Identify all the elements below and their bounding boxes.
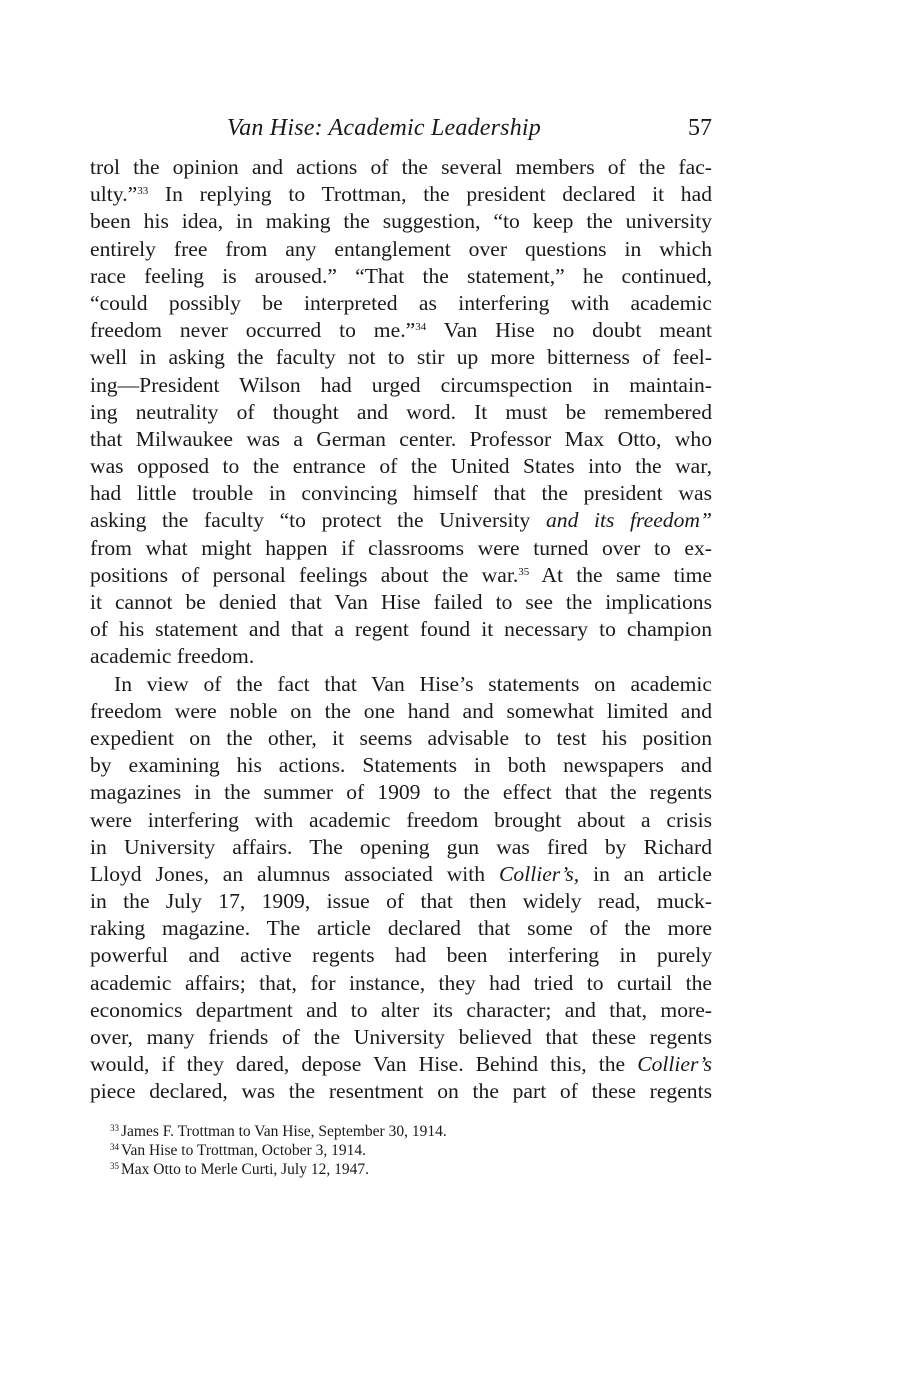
paragraph-2 bbox=[90, 671, 712, 1106]
footnote-34 bbox=[110, 1141, 610, 1160]
text-line: of his statement and that a regent found it necessary to champion bbox=[90, 617, 712, 642]
italic-phrase: Collier’s, bbox=[499, 861, 580, 886]
footnote-number: 35 bbox=[110, 1161, 119, 1171]
text-line: in the July 17, 1909, issue of that then widely read, muck- bbox=[90, 889, 712, 914]
footnote-ref-34: 34 bbox=[415, 321, 427, 334]
text-line: “could possibly be interpreted as interfering with academic bbox=[90, 290, 712, 315]
text-line: entirely free from any entanglement over questions in which bbox=[90, 236, 712, 261]
text-line: piece declared, was the resentment on the part of these regents bbox=[90, 1079, 712, 1104]
text-line: were interfering with academic freedom brought about a crisis bbox=[90, 807, 712, 832]
text-line: over, many friends of the University believed that these regents bbox=[90, 1025, 712, 1049]
text-line: ing—President Wilson had urged circumspection in maintain- bbox=[90, 372, 712, 397]
text-line: had little trouble in convincing himself that the president was bbox=[90, 481, 712, 506]
text-line: positions of personal feelings about the war.$^{35}$ At the same time bbox=[90, 562, 712, 587]
footnote-ref-35: 35 bbox=[518, 565, 530, 578]
text-line: academic affairs; that, for instance, they had tried to curtail the bbox=[90, 970, 712, 995]
text-line: asking the faculty “to protect the University and its freedom” bbox=[90, 508, 712, 533]
text-line: freedom never occurred to me.”$^{34}$ Van Hise no doubt meant bbox=[90, 318, 712, 343]
text-line: would, if they dared, depose Van Hise. Behind this, the Collier’s bbox=[90, 1052, 712, 1077]
footnote-text: James F. Trottman to Van Hise, September 30, 1914. bbox=[121, 1123, 447, 1140]
text-line: expedient on the other, it seems advisable to test his position bbox=[90, 725, 712, 750]
text-line: by examining his actions. Statements in both newspapers and bbox=[90, 753, 712, 778]
footnote-ref-33: 33 bbox=[137, 185, 149, 198]
text-line: been his idea, in making the suggestion, “to keep the university bbox=[90, 209, 712, 234]
text-line: academic freedom. bbox=[90, 644, 255, 669]
italic-phrase: and its freedom” bbox=[545, 508, 712, 533]
footnote-number: 33 bbox=[110, 1123, 119, 1133]
text-line: raking magazine. The article declared that some of the more bbox=[90, 916, 712, 941]
text-line: powerful and active regents had been interfering in purely bbox=[90, 943, 712, 968]
footnotes bbox=[110, 1122, 610, 1179]
running-head bbox=[90, 112, 712, 146]
footnote-35 bbox=[110, 1160, 610, 1179]
italic-phrase: Collier’s bbox=[637, 1052, 712, 1077]
text-line: freedom were noble on the one hand and somewhat limited and bbox=[90, 698, 712, 723]
text-line: that Milwaukee was a German center. Professor Max Otto, who bbox=[90, 426, 712, 451]
footnote-number: 34 bbox=[110, 1142, 119, 1152]
footnote-text: Van Hise to Trottman, October 3, 1914. bbox=[121, 1142, 366, 1159]
text-line: economics department and to alter its character; and that, more- bbox=[90, 997, 712, 1022]
text-line: In view of the fact that Van Hise’s statements on academic bbox=[114, 671, 712, 696]
text-line: ulty.”$^{33}$ In replying to Trottman, the president declared it had bbox=[90, 182, 712, 207]
footnote-33 bbox=[110, 1122, 610, 1141]
text-line: well in asking the faculty not to stir up more bitterness of feel- bbox=[90, 345, 712, 370]
footnote-text: Max Otto to Merle Curti, July 12, 1947. bbox=[121, 1161, 369, 1178]
text-line: race feeling is aroused.” “That the statement,” he continued, bbox=[90, 263, 712, 288]
text-line: magazines in the summer of 1909 to the effect that the regents bbox=[90, 780, 712, 805]
text-line: trol the opinion and actions of the several members of the fac- bbox=[90, 155, 712, 179]
paragraph-1 bbox=[90, 154, 712, 671]
text-line: Lloyd Jones, an alumnus associated with Collier’s, in an article bbox=[90, 861, 712, 886]
text-line: ing neutrality of thought and word. It must be remembered bbox=[90, 399, 712, 424]
running-title: Van Hise: Academic Leadership bbox=[227, 115, 541, 141]
body-text bbox=[90, 154, 712, 1106]
text-line: in University affairs. The opening gun was fired by Richard bbox=[90, 834, 712, 859]
page-number: 57 bbox=[688, 115, 712, 141]
text-line: it cannot be denied that Van Hise failed to see the implications bbox=[90, 590, 712, 614]
text-line: was opposed to the entrance of the United States into the war, bbox=[90, 454, 712, 479]
text-line: from what might happen if classrooms were turned over to ex- bbox=[90, 535, 712, 560]
